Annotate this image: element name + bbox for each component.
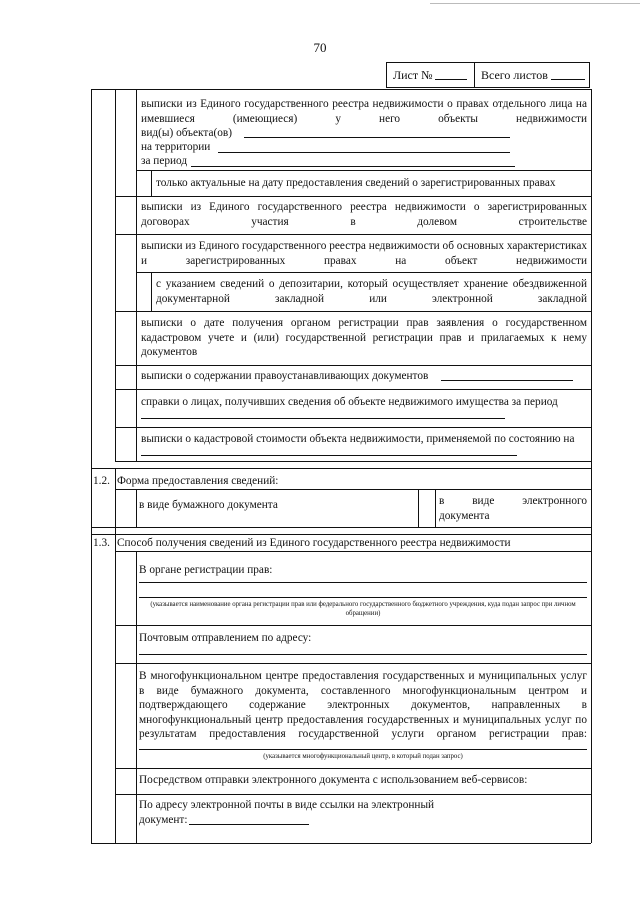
sub-checkbox-col (151, 170, 152, 196)
table-hline (115, 196, 591, 197)
col-checkbox-3 (136, 551, 137, 843)
only-actual-checkbox[interactable] (137, 171, 151, 195)
table-hline (115, 768, 591, 769)
registration-body-field[interactable] (139, 582, 587, 583)
registration-body-hint: (указывается наименование органа регистрации прав или федерального государственного бюджетного учреждения, куда подан запрос при личном обращении) (150, 601, 576, 617)
registration-body-checkbox[interactable] (116, 552, 136, 624)
table-bottom-border (91, 843, 591, 844)
mfc-checkbox[interactable] (116, 664, 136, 767)
mfc-hint: (указывается многофункциональный центр, в который подан запрос) (263, 753, 463, 760)
top-edge-line (430, 3, 640, 4)
email-checkbox[interactable] (116, 795, 136, 842)
option-title-documents: выписки о содержании правоустанавливающих документов (141, 370, 429, 382)
paper-form-checkbox[interactable] (116, 490, 136, 526)
territory-label: на территории (141, 141, 211, 153)
method-web-services: Посредством отправки электронного документа с использованием веб-сервисов: (139, 774, 528, 786)
title-documents-checkbox[interactable] (116, 366, 136, 388)
table-right-border (591, 89, 592, 843)
by-mail-checkbox[interactable] (116, 626, 136, 662)
option-equity-contracts: выписки из Единого государственного реестра недвижимости о зарегистрированных договорах участия в долевом строительстве (141, 201, 587, 228)
table-hline (115, 311, 591, 312)
option-depository: с указанием сведений о депозитарии, который осуществляет хранение обездвиженной документарной закладной или электронной закладной (156, 278, 587, 305)
section-1-3-number: 1.3. (93, 537, 110, 549)
method-by-mail: Почтовым отправлением по адресу: (139, 632, 312, 644)
form-paper: в виде бумажного документа (139, 499, 278, 511)
period-label: за период (141, 155, 188, 167)
sheet-label: Лист № (393, 68, 433, 82)
sheet-number-field[interactable] (435, 68, 467, 80)
sheet-number-box (386, 62, 590, 88)
option-main-characteristics: выписки из Единого государственного реестра недвижимости об основных характеристиках и зарегистрированных правах на объект недвижимости (141, 240, 587, 267)
table-hline (115, 461, 591, 462)
option-receipt-date: выписки о дате получения органом регистрации прав заявления о государственном кадастровом учете и (или) государственной регистрации прав и прилагаемых к нему документов (141, 317, 587, 358)
option-extract-rights: выписки из Единого государственного реестра недвижимости о правах отдельного лица на имевшиеся (имеющиеся) у него объекты недвижимости (141, 98, 587, 125)
page-number: 70 (313, 40, 327, 55)
option-persons-received: справки о лицах, получивших сведения об объекте недвижимого имущества за период (141, 396, 558, 408)
table-hline (115, 625, 591, 626)
total-sheets-label: Всего листов (481, 68, 548, 82)
sub-checkbox-col (151, 272, 152, 311)
persons-received-checkbox[interactable] (116, 390, 136, 426)
table-hline (136, 272, 591, 273)
section-1-2-title: Форма предоставления сведений: (117, 475, 279, 487)
table-hline (115, 389, 591, 390)
title-documents-field[interactable] (441, 380, 573, 381)
mail-address-field[interactable] (139, 654, 587, 655)
table-hline (115, 663, 591, 664)
cadastral-date-field[interactable] (141, 455, 517, 456)
option-only-actual: только актуальные на дату предоставления сведений о зарегистрированных правах (156, 177, 556, 189)
table-hline (115, 365, 591, 366)
equity-contracts-checkbox[interactable] (116, 197, 136, 233)
email-field[interactable] (189, 824, 309, 825)
total-sheets-field[interactable] (551, 68, 585, 80)
sheet-box-divider (474, 63, 475, 87)
registration-body-field-2[interactable] (139, 597, 587, 598)
option-cadastral-value: выписки о кадастровой стоимости объекта недвижимости, применяемой по состоянию на (141, 433, 575, 445)
web-services-checkbox[interactable] (116, 769, 136, 793)
object-types-label: вид(ы) объекта(ов) (141, 127, 232, 139)
col-checkbox-2 (136, 489, 137, 527)
method-email: По адресу электронной почты в виде ссылки на электронный документ: (139, 799, 435, 826)
main-characteristics-checkbox[interactable] (116, 235, 136, 271)
period-field[interactable] (191, 166, 515, 167)
receipt-date-checkbox[interactable] (116, 312, 136, 364)
object-types-field[interactable] (244, 137, 510, 138)
table-hline (115, 794, 591, 795)
persons-received-period-field[interactable] (141, 418, 505, 419)
mfc-field[interactable] (139, 749, 587, 750)
table-left-border (91, 89, 92, 843)
table-hline (91, 527, 591, 528)
form-electronic: в виде электронного документа (439, 495, 587, 522)
method-registration-body: В органе регистрации прав: (139, 564, 273, 576)
table-hline (136, 170, 591, 171)
table-hline (115, 551, 591, 552)
form-col-divider (435, 489, 436, 527)
table-hline (91, 534, 591, 535)
section-1-2-number: 1.2. (93, 475, 110, 487)
table-hline (115, 234, 591, 235)
method-mfc: В многофункциональном центре предоставления государственных и муниципальных услуг в виде бумажного документа, составленного многофункциональным центром и подтверждающего содержание электронных документов, направленных в многофункциональный центр предоставления государственных и муниципальных услуг по результатам предоставления государственной услуги органом регистрации прав: (139, 670, 587, 740)
table-hline (91, 468, 591, 469)
territory-field[interactable] (218, 152, 510, 153)
table-top-border (91, 89, 591, 90)
cadastral-value-checkbox[interactable] (116, 428, 136, 460)
table-hline (115, 427, 591, 428)
electronic-form-checkbox[interactable] (419, 490, 435, 526)
depository-checkbox[interactable] (137, 273, 151, 310)
table-hline (115, 489, 591, 490)
section-1-3-title: Способ получения сведений из Единого государственного реестра недвижимости (117, 537, 511, 549)
